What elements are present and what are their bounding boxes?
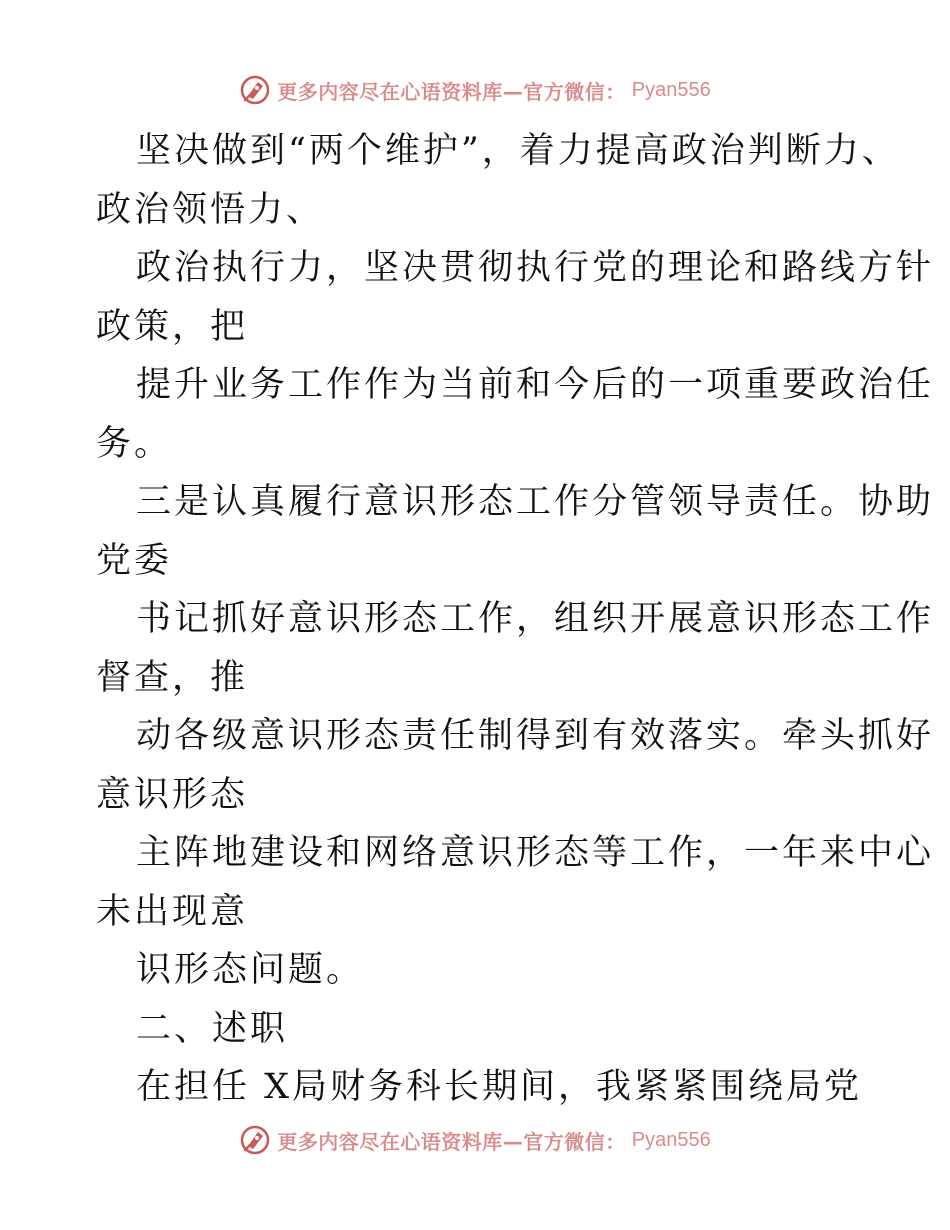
document-body — [96, 122, 935, 1117]
text-line: 务。 — [96, 423, 173, 464]
text-line: 政治执行力，坚决贯彻执行党的理论和路线方针 — [136, 248, 935, 288]
text-line: 政策，把 — [96, 306, 249, 347]
text-line: 书记抓好意识形态工作，组织开展意识形态工作 — [136, 599, 935, 639]
pen-nib-logo-icon — [239, 1124, 271, 1156]
text-line: 政治领悟力、 — [96, 189, 325, 230]
text-line: 督查，推 — [96, 657, 249, 698]
watermark-text: 更多内容尽在心语资料库—官方微信： — [277, 1129, 626, 1154]
section-heading: 二、述职 — [136, 1008, 289, 1049]
pen-nib-logo-icon — [239, 74, 271, 106]
text-line: 在担任 X局财务科长期间，我紧紧围绕局党 — [136, 1067, 863, 1107]
text-line: 动各级意识形态责任制得到有效落实。牵头抓好 — [136, 716, 935, 756]
watermark-text: 更多内容尽在心语资料库—官方微信： — [277, 79, 626, 104]
text-line: 坚决做到“两个维护”，着力提高政治判断力、 — [136, 131, 900, 171]
text-line: 提升业务工作作为当前和今后的一项重要政治任 — [136, 365, 935, 405]
text-line: 主阵地建设和网络意识形态等工作，一年来中心 — [136, 833, 935, 873]
watermark-wechat-id: Pyan556 — [631, 78, 711, 101]
text-line: 识形态问题。 — [136, 950, 365, 990]
text-line: 意识形态 — [96, 774, 249, 815]
text-line: 三是认真履行意识形态工作分管领导责任。协助 — [136, 482, 935, 522]
watermark-wechat-id: Pyan556 — [631, 1128, 711, 1151]
header-watermark — [0, 72, 950, 108]
text-line: 党委 — [96, 540, 173, 581]
text-line: 未出现意 — [96, 891, 249, 932]
footer-watermark — [0, 1122, 950, 1158]
